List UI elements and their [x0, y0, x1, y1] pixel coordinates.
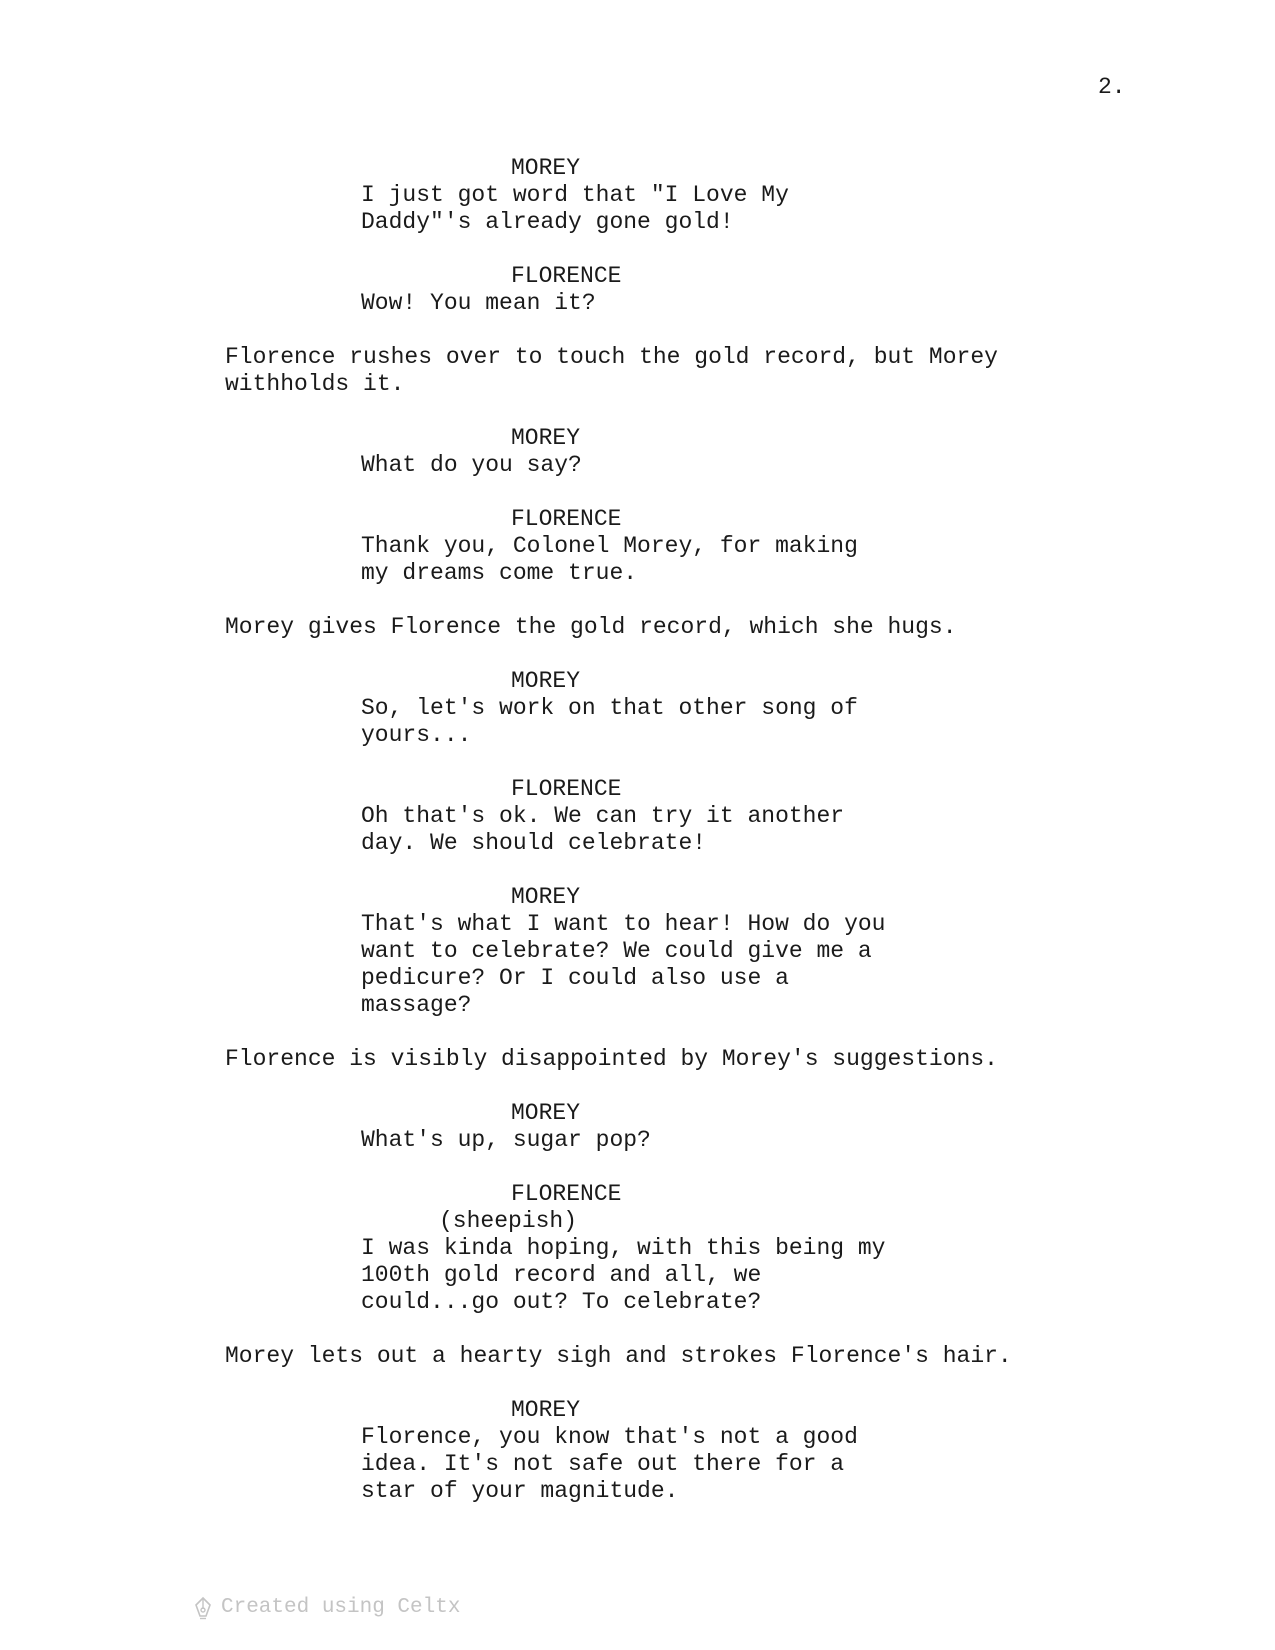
dialogue-line: That's what I want to hear! How do you: [361, 911, 886, 937]
dialogue-block: [0, 425, 1275, 479]
character-name: MOREY: [511, 884, 581, 910]
character-name: FLORENCE: [511, 776, 622, 802]
dialogue-line: Oh that's ok. We can try it another: [361, 803, 845, 829]
action-line: Morey gives Florence the gold record, which she hugs.: [225, 614, 957, 640]
dialogue-line: want to celebrate? We could give me a: [361, 938, 872, 964]
dialogue-line: massage?: [361, 992, 472, 1018]
dialogue-block: [0, 776, 1275, 857]
character-name: FLORENCE: [511, 1181, 622, 1207]
dialogue-block: [0, 1100, 1275, 1154]
action-block: [0, 344, 1275, 398]
dialogue-line: pedicure? Or I could also use a: [361, 965, 789, 991]
dialogue-line: day. We should celebrate!: [361, 830, 707, 856]
dialogue-line: could...go out? To celebrate?: [361, 1289, 762, 1315]
character-name: MOREY: [511, 668, 581, 694]
character-name: MOREY: [511, 1100, 581, 1126]
character-name: MOREY: [511, 155, 581, 181]
dialogue-line: star of your magnitude.: [361, 1478, 679, 1504]
dialogue-line: idea. It's not safe out there for a: [361, 1451, 845, 1477]
dialogue-line: Daddy"'s already gone gold!: [361, 209, 734, 235]
page-number: 2.: [1098, 74, 1126, 100]
dialogue-line: yours...: [361, 722, 472, 748]
dialogue-line: So, let's work on that other song of: [361, 695, 858, 721]
dialogue-line: What's up, sugar pop?: [361, 1127, 651, 1153]
action-line: withholds it.: [225, 371, 405, 397]
dialogue-line: 100th gold record and all, we: [361, 1262, 762, 1288]
character-name: MOREY: [511, 425, 581, 451]
dialogue-line: Wow! You mean it?: [361, 290, 596, 316]
parenthetical: (sheepish): [439, 1208, 578, 1234]
dialogue-line: Florence, you know that's not a good: [361, 1424, 858, 1450]
dialogue-line: my dreams come true.: [361, 560, 638, 586]
dialogue-line: I was kinda hoping, with this being my: [361, 1235, 886, 1261]
dialogue-line: What do you say?: [361, 452, 582, 478]
action-block: [0, 1343, 1275, 1370]
dialogue-line: I just got word that "I Love My: [361, 182, 789, 208]
character-name: FLORENCE: [511, 263, 622, 289]
celtx-watermark: [193, 1596, 460, 1620]
action-line: Morey lets out a hearty sigh and strokes Florence's hair.: [225, 1343, 1012, 1369]
watermark-text: Created using Celtx: [221, 1596, 461, 1619]
screenplay-body: [0, 155, 1275, 1532]
character-name: MOREY: [511, 1397, 581, 1423]
action-block: [0, 614, 1275, 641]
character-name: FLORENCE: [511, 506, 622, 532]
dialogue-block: [0, 1181, 1275, 1316]
dialogue-block: [0, 155, 1275, 236]
dialogue-line: Thank you, Colonel Morey, for making: [361, 533, 858, 559]
dialogue-block: [0, 506, 1275, 587]
celtx-pen-icon: [193, 1596, 213, 1620]
dialogue-block: [0, 263, 1275, 317]
dialogue-block: [0, 1397, 1275, 1505]
dialogue-block: [0, 884, 1275, 1019]
action-block: [0, 1046, 1275, 1073]
action-line: Florence rushes over to touch the gold record, but Morey: [225, 344, 998, 370]
dialogue-block: [0, 668, 1275, 749]
action-line: Florence is visibly disappointed by Morey's suggestions.: [225, 1046, 998, 1072]
